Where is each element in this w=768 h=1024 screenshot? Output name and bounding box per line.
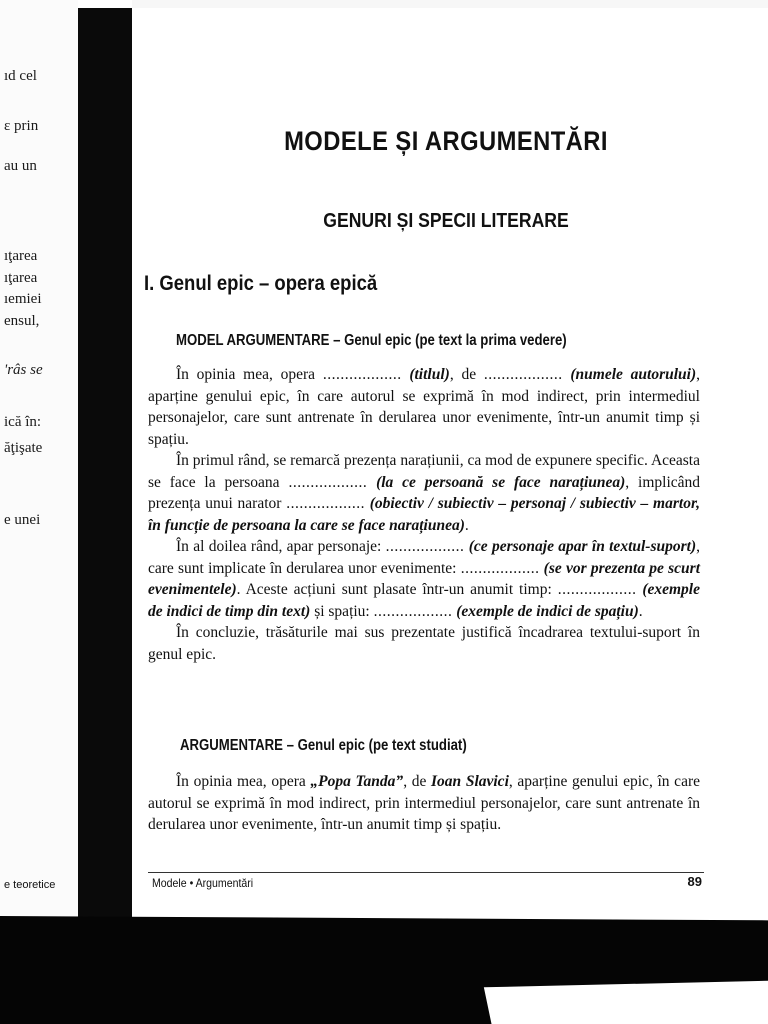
- model-text: [148, 364, 700, 665]
- argument-paragraph-1: În opinia mea, opera „Popa Tanda”, de Ioan Slavici, aparține genului epic, în care autorul se exprimă în mod indirect, prin intermediul personajelor, care sunt antrenate în derularea unor evenimente, într-un anumit timp și spațiu.: [148, 773, 700, 833]
- blank-dots: ..................: [460, 559, 540, 577]
- book-page: [132, 8, 760, 916]
- left-page-footer: e teoretice: [4, 879, 56, 891]
- left-page-text: ensul,: [4, 313, 40, 329]
- left-page-text: ɛ prin: [4, 118, 39, 134]
- hint: (exemple de indici de spațiu): [456, 602, 639, 620]
- argument-text: [148, 771, 700, 836]
- argument-heading: ARGUMENTARE – Genul epic (pe text studiat): [180, 737, 467, 754]
- left-page-text: e unei: [4, 512, 41, 528]
- hint: (exemple de indici de timp din text): [148, 581, 700, 620]
- model-paragraph-1: În opinia mea, opera .................. (titlul), de .................. (numele autorului), aparține genului epic, în care autorul se exprimă în mod indirect, prin intermediul personajelor, care sunt antrenate în derularea unor evenimente, într-un anumit timp și spațiu.: [148, 366, 701, 448]
- left-page-fragment: [0, 0, 78, 1024]
- top-page-edge: [132, 0, 768, 8]
- blank-dots: ..................: [483, 366, 563, 383]
- left-page-text: ăţişate: [4, 440, 43, 456]
- blank-dots: ..................: [286, 495, 365, 512]
- book-spine-shadow: [78, 8, 132, 1024]
- left-page-text: 'râs se: [4, 362, 43, 378]
- subtitle: GENURI ȘI SPECII LITERARE: [323, 210, 569, 232]
- left-page-text: ıţarea: [4, 270, 38, 286]
- bottom-scan-shadow: [0, 916, 768, 1024]
- hint: (obiectiv / subiectiv – personaj / subiectiv – martor, în funcție de persoana la care se face narațiunea): [148, 495, 700, 534]
- model-heading: MODEL ARGUMENTARE – Genul epic (pe text la prima vedere): [176, 332, 567, 349]
- hint: (ce personaje apar în textul-suport): [468, 538, 697, 555]
- page-number: 89: [687, 874, 702, 889]
- left-page-text: ică în:: [4, 414, 42, 430]
- section-title: I. Genul epic – opera epică: [144, 272, 378, 295]
- blank-dots: ..................: [288, 473, 368, 491]
- author-name: Ioan Slavici: [431, 773, 509, 790]
- model-paragraph-4: În concluzie, trăsăturile mai sus prezentate justifică încadrarea textului-suport în genul epic.: [148, 624, 700, 663]
- left-page-text: ıd cel: [4, 68, 37, 84]
- blank-dots: ..................: [322, 366, 402, 383]
- running-footer: Modele • Argumentări: [152, 876, 254, 890]
- blank-dots: ..................: [385, 538, 465, 555]
- hint: (se vor prezenta pe scurt evenimentele): [148, 559, 701, 598]
- work-title: „Popa Tanda”: [310, 773, 404, 790]
- hint: (titlul): [409, 366, 450, 383]
- left-page-text: au un: [4, 158, 37, 174]
- model-paragraph-3: În al doilea rând, apar personaje: .................. (ce personaje apar în textul-suport), care sunt implicate în derularea unor evenimente: .................. (se vor prezenta pe scurt evenimentele). Aceste acțiuni sunt plasate într-un anumit timp: .................. (exemple de indici de timp din text) și spațiu: .................. (exemple de indici de spațiu).: [148, 538, 701, 620]
- hint: (la ce persoană se face narațiunea): [376, 473, 626, 491]
- model-paragraph-2: În primul rând, se remarcă prezența narațiunii, ca mod de expunere specific. Aceasta se face la persoana .................. (la ce persoană se face narațiunea), implicând prezența unui narator .................. (obiectiv / subiectiv – personaj / subiectiv – martor, în funcție de persoana la care se face narațiunea).: [148, 452, 701, 534]
- footer-divider: [148, 872, 704, 873]
- left-page-text: ıţarea: [4, 248, 38, 264]
- main-title: MODELE ȘI ARGUMENTĂRI: [284, 126, 608, 156]
- hint: (numele autorului): [570, 366, 697, 383]
- blank-dots: ..................: [557, 581, 637, 598]
- blank-dots: ..................: [373, 602, 453, 620]
- left-page-text: ıemiei: [4, 291, 42, 307]
